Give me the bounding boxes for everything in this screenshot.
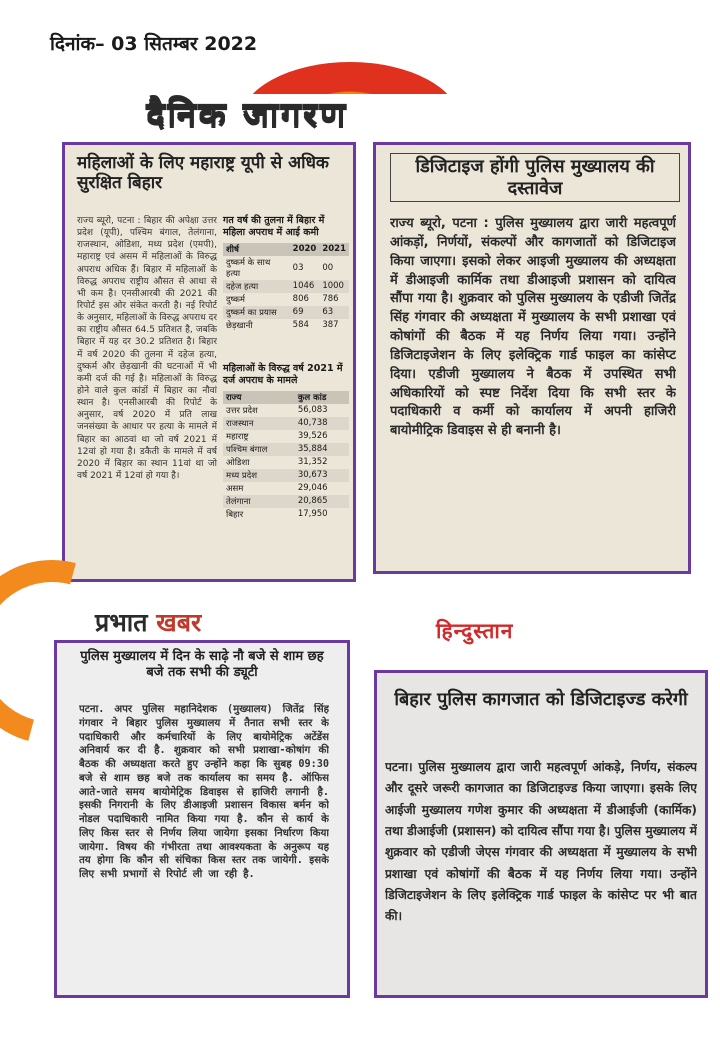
clip1-table1 [223,215,349,332]
table2-row [223,443,349,456]
jagran-logo-text: दैनिक जागरण [146,94,348,133]
clip1-headline: महिलाओं के लिए महाराष्ट्र यूपी से अधिक सुरक्षित बिहार [77,153,329,194]
table2-cell: राजस्थान [223,417,295,430]
table1-cell: 387 [322,320,339,331]
prabhat-logo-word2: खबर [156,608,202,637]
prabhat-logo [95,605,201,639]
table1-cell: दुष्कर्म का प्रयास [223,306,290,319]
table1-header-cell: 2021 [319,243,349,256]
table2-row [223,482,349,495]
table1-header-row [223,243,349,256]
table1-cell: 806 [292,294,309,305]
prabhat-clip [54,640,350,998]
table2-cell: असम [226,483,244,494]
table1-cell: दुष्कर्म के साथ हत्या [226,257,271,279]
hindustan-logo: हिन्दुस्तान [436,619,514,643]
table2-cell: ओडिशा [226,457,250,468]
table2-cell: 17,950 [297,509,328,520]
table1-cell: 584 [292,320,309,331]
table2-cell: 40,738 [295,417,349,430]
table1-cell: 00 [322,262,334,273]
clip1-body: राज्य ब्यूरो, पटना : बिहार की अपेक्षा उत्तर प्रदेश (यूपी), पश्चिम बंगाल, तेलंगाना, राजस्थान, ओडिशा, मध्य प्रदेश (एमपी), महाराष्ट्र एवं असम में महिलाओं के विरुद्ध अपराध अधिक हैं। बिहार में महिलाओं के विरुद्ध अपराध राष्ट्रीय औसत से आधा से भी कम है। एनसीआरबी की 2021 की रिपोर्ट इस ओर संकेत करती है। नई रिपोर्ट के अनुसार, महिलाओं के विरुद्ध अपराध दर का राष्ट्रीय औसत 64.5 प्रतिशत है, जबकि बिहार में यह दर 30.2 प्रतिशत है। बिहार में वर्ष 2020 की तुलना में दहेज हत्या, दुष्कर्म और छेड़खानी की घटनाओं में भी कमी दर्ज की गई है। महिलाओं के विरुद्ध होने वाले कुल कांडों में बिहार का नौवां स्थान है। एनसीआरबी की रिपोर्ट के अनुसार, वर्ष 2020 में प्रति लाख जनसंख्या के आधार पर हत्या के मामले में बिहार का आठवां था जो वर्ष 2021 में 12वां हो गया है। डकैती के मामले में वर्ष 2020 में बिहार का स्थान 11वां था जो वर्ष 2021 में 12वां हो गया है। [77,216,217,481]
table1-cell: 786 [322,294,339,305]
table2-row [223,404,349,417]
jagran-clip-women-safety [62,142,356,582]
table1-header-cell: 2020 [290,243,320,256]
table2-cell: 56,083 [297,405,328,416]
jagran-sun-logo [240,62,460,94]
table2-cell: तेलंगाना [223,495,295,508]
jagran-clip-digitize [373,142,691,574]
table1-header-cell: शीर्ष [223,243,290,256]
table1-cell: दुष्कर्म [226,294,245,305]
table2-cell: 39,526 [297,431,328,442]
table1-cell: 1046 [290,280,320,293]
hindustan-clip [374,670,708,998]
table1-row [223,306,349,319]
prabhat-logo-word1: प्रभात [95,608,148,637]
table1-row [223,293,349,306]
table1-row [223,319,349,332]
table2-cell: 30,673 [295,469,349,482]
table2-cell: उत्तर प्रदेश [226,405,258,416]
table2-cell: 35,884 [295,443,349,456]
clip1-table2 [223,363,349,521]
table2-cell: 20,865 [295,495,349,508]
table1-cell: 69 [290,306,320,319]
table2-title: महिलाओं के विरुद्ध वर्ष 2021 में दर्ज अपराध के मामले [223,363,343,387]
table2-row [223,508,349,521]
table1-cell: 03 [292,262,304,273]
table1-cell: 1000 [319,280,349,293]
table1-cell: 63 [319,306,349,319]
table2-header-cell: कुल कांड [295,391,349,404]
table1-title: गत वर्ष की तुलना में बिहार में महिला अपराध में आई कमी [223,215,325,239]
table1-row [223,256,349,280]
table2-row [223,495,349,508]
table2-row [223,456,349,469]
table2-cell: महाराष्ट्र [226,431,249,442]
table2-row [223,430,349,443]
table1-cell: दहेज हत्या [223,280,290,293]
table2-header-cell: राज्य [223,391,295,404]
clip2-headline: डिजिटाइज होंगी पुलिस मुख्यालय की दस्तावेज [390,153,680,202]
table2-row [223,469,349,482]
table2-cell: 31,352 [297,457,328,468]
table2-cell: पश्चिम बंगाल [223,443,295,456]
table2-cell: बिहार [226,509,244,520]
table2-cell: मध्य प्रदेश [223,469,295,482]
table2-row [223,417,349,430]
prabhat-headline: पुलिस मुख्यालय में दिन के साढ़े नौ बजे से शाम छह बजे तक सभी की ड्यूटी [80,649,324,680]
clip2-body: राज्य ब्यूरो, पटना : पुलिस मुख्यालय द्वारा जारी महत्वपूर्ण आंकड़ों, निर्णयों, संकल्पों और कागजातों को डिजिटाइज किया जाएगा। इसको लेकर आइजी मुख्यालय की अध्यक्षता में डीआइजी कार्मिक तथा डीआइजी प्रशासन को दायित्व सौंपा गया है। शुक्रवार को पुलिस मुख्यालय के एडीजी जितेंद्र सिंह गंगवार की अध्यक्षता में मुख्यालय के सभी प्रशाखा एवं कोषांगों की बैठक में यह निर्णय लिया गया। उन्होंने डिजिटाइजेशन के लिए इलेक्ट्रिक गार्ड फाइल का कांसेप्ट दिया। एडीजी मुख्यालय ने बैठक में उपस्थित सभी अधिकारियों को स्पष्ट निर्देश दिया कि सभी स्तर के पदाधिकारी व कर्मी को कार्यालय में अपनी हाजिरी बायोमीट्रिक डिवाइस से ही बनानी है। [390,216,676,439]
table1-cell: छेड़खानी [226,320,253,331]
table1-row [223,280,349,293]
hindustan-body: पटना। पुलिस मुख्यालय द्वारा जारी महत्वपूर्ण आंकड़े, निर्णय, संकल्प और दूसरे जरूरी कागजात का डिजिटाइज्ड किया जाएगा। इसके लिए आईजी मुख्यालय गणेश कुमार की अध्यक्षता में डीआईजी (कार्मिक) तथा डीआईजी (प्रशासन) को दायित्व सौंपा गया है। पुलिस मुख्यालय में शुक्रवार को एडीजी जेएस गंगवार की अध्यक्षता में मुख्यालय के सभी प्रशाखा एवं कोषांगों की बैठक में यह निर्णय लिया गया। उन्होंने डिजिटाइजेशन के लिए इलेक्ट्रिक गार्ड फाइल के कांसेप्ट पर भी बात की। [385,760,697,924]
table2-header-row [223,391,349,404]
page-date: दिनांक– 03 सितम्बर 2022 [50,33,258,55]
prabhat-body: पटना. अपर पुलिस महानिदेशक (मुख्यालय) जितेंद्र सिंह गंगवार ने बिहार पुलिस मुख्यालय में तैनात सभी स्तर के पदाधिकारी और कर्मचारियों के लिए बायोमेट्रिक अटेंडेंस अनिवार्य कर दी है. शुक्रवार को सभी प्रशाखा-कोषांग की बैठक की अध्यक्षता करते हुए उन्होंने कहा कि सुबह 09:30 बजे से शाम छह बजे तक कार्यालय का समय है. ऑफिस आते-जाते समय बायोमेट्रिक डिवाइस से हाजिरी लगानी है. इसकी निगरानी के लिए डीआइजी प्रशासन विकास बर्मन को नोडल पदाधिकारी नामित किया गया है. कौन से कार्य के लिए किस स्तर से निर्णय लिया जायेगा इसका निर्धारण किया जायेगा. विषय की गंभीरता तथा आवश्यकता के अनुरूप यह तय होगा कि कौन सी संचिका किस स्तर तक जायेगी. इसके लिए सभी प्रभागों से रिपोर्ट ली जा रही है. [79,704,329,881]
table2-cell: 29,046 [297,483,328,494]
hindustan-headline: बिहार पुलिस कागजात को डिजिटाइज्ड करेगी [394,689,688,710]
